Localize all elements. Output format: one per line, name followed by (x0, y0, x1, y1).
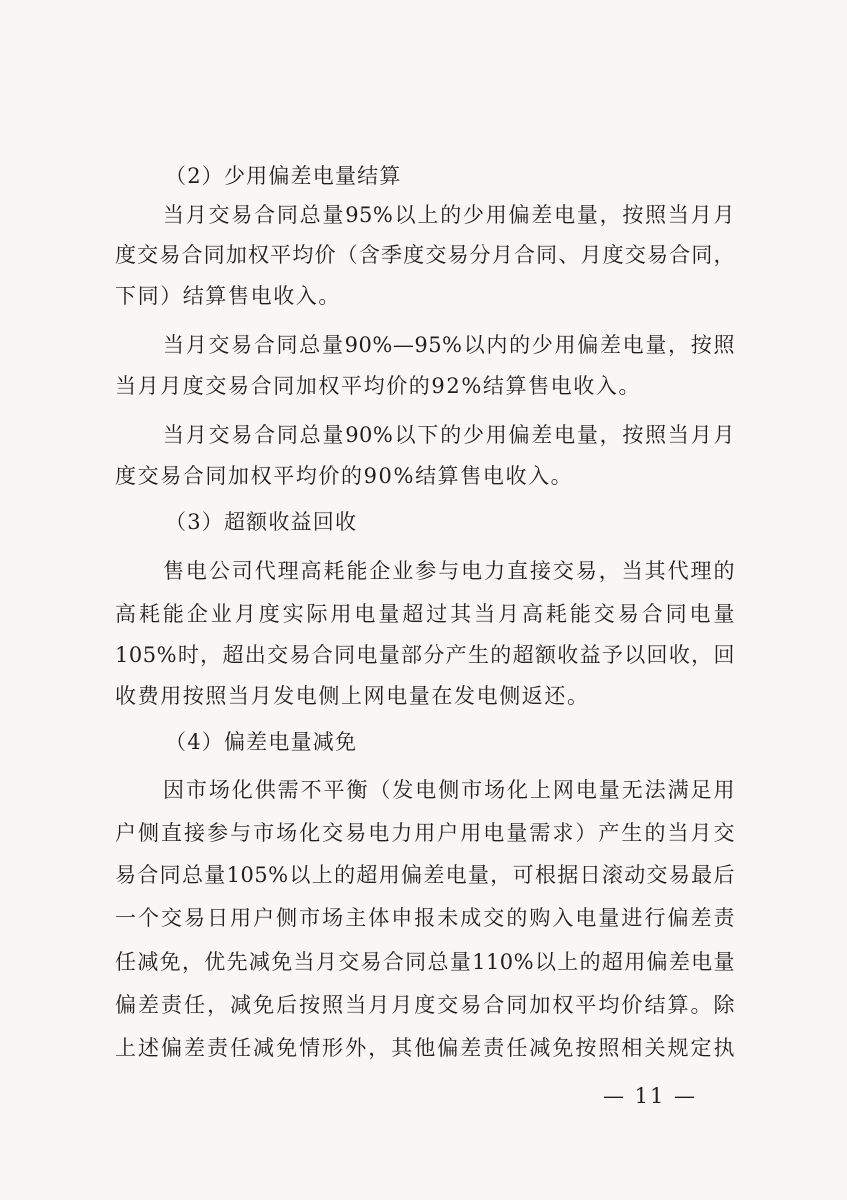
paragraph-line: 当月月度交易合同加权平均价的92%结算售电收入。 (115, 374, 642, 398)
paragraph-line: 收费用按照当月发电侧上网电量在发电侧返还。 (115, 684, 590, 708)
paragraph-line: 高耗能企业月度实际用电量超过其当月高耗能交易合同电量 (115, 602, 735, 626)
paragraph-line: 因市场化供需不平衡（发电侧市场化上网电量无法满足用 (163, 778, 735, 802)
section-heading-3: （3）超额收益回收 (165, 510, 358, 534)
paragraph-line: 一个交易日用户侧市场主体申报未成交的购入电量进行偏差责 (115, 906, 735, 930)
section-heading-2: （2）少用偏差电量结算 (165, 164, 402, 188)
paragraph-line: 户侧直接参与市场化交易电力用户用电量需求）产生的当月交 (115, 821, 735, 845)
paragraph-line: 上述偏差责任减免情形外，其他偏差责任减免按照相关规定执 (115, 1036, 735, 1060)
section-heading-4: （4）偏差电量减免 (165, 730, 358, 754)
paragraph-line: 易合同总量105%以上的超用偏差电量，可根据日滚动交易最后 (115, 863, 735, 887)
paragraph-line: 度交易合同加权平均价的90%结算售电收入。 (115, 464, 574, 488)
paragraph-line: 售电公司代理高耗能企业参与电力直接交易，当其代理的 (163, 559, 735, 583)
paragraph-line: 下同）结算售电收入。 (115, 284, 341, 308)
page-number: — 11 — (602, 1084, 698, 1108)
paragraph-line: 105%时，超出交易合同电量部分产生的超额收益予以回收，回 (115, 643, 735, 667)
paragraph-line: 度交易合同加权平均价（含季度交易分月合同、月度交易合同， (115, 243, 735, 267)
paragraph-line: 当月交易合同总量90%以下的少用偏差电量，按照当月月 (163, 423, 735, 447)
paragraph-line: 当月交易合同总量90%—95%以内的少用偏差电量，按照 (163, 333, 735, 357)
paragraph-line: 当月交易合同总量95%以上的少用偏差电量，按照当月月 (163, 203, 735, 227)
paragraph-line: 任减免，优先减免当月交易合同总量110%以上的超用偏差电量 (115, 950, 735, 974)
paragraph-line: 偏差责任，减免后按照当月月度交易合同加权平均价结算。除 (115, 993, 735, 1017)
